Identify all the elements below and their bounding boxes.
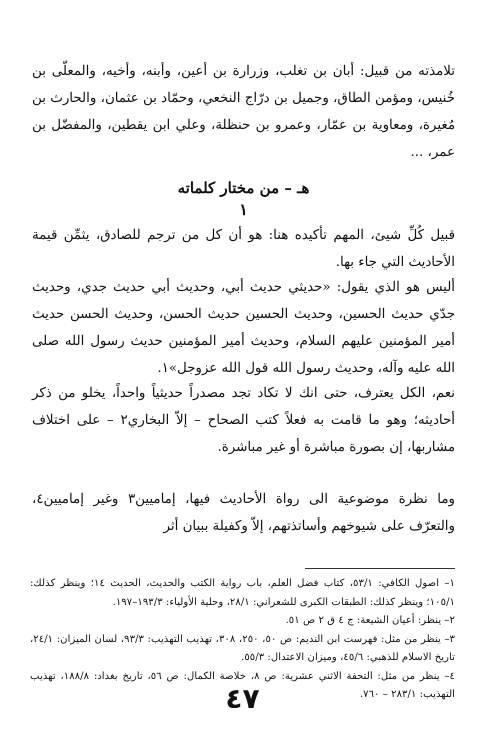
section-heading: هـ – من مختار كلماته	[177, 179, 310, 197]
paragraph-hadith-chain: أليس هو الذي يقول: «حديثي حديث أبي، وحديث أبي حديث جدي، وحديث جدّي حديث الحسين، وحديث الحسين حديث الحسن، وحديث الحسن حديث أمير المؤمنين عليهم السلام، وحديث أمير المؤمنين حديث رسول الله صلى الله عليه وآله، وحديث رسول الله قول الله عزوجل»١.	[32, 280, 455, 376]
footnote-3: ٣– ينظر من مثل: فهرست ابن النديم: ص ٥٠، ٢٥٠، ٣٠٨، تهذيب التهذيب: ٩٣/٣، لسان الميزان: ٢٤/١، تاريخ الاسلام للذهبي: ٤٥/٦، وميزان الاعتدال: ٥٥/٣.	[30, 633, 456, 663]
paragraph-sources: نعم، الكل يعترف، حتى انك لا تكاد تجد مصدراً حديثياً واحداً، يخلو من ذكر أحاديثه؛ وهو ما قامت به فعلاً كتب الصحاح – إلاّ البخاري٢ – على اختلاف مشاربها، إن بصورة مباشرة أو غير مباشرة.	[32, 386, 455, 455]
footnote-1: ١– اصول الكافي: ٥٣/١، كتاب فضل العلم، باب رواية الكتب والحديث، الحديث ١٤؛ وينظر كذلك: ١٠٥/١؛ وينظر كذلك: الطبقات الكبرى للشعراني: ٢٨/١، وحلية الأولياء: ١٩٣/٣–١٩٧.	[30, 578, 456, 608]
footnote-divider	[305, 568, 455, 569]
paragraph-students: تلامذته من قبيل: أبان بن تغلب، وزرارة بن أعين، وأبنه، وأخيه، والمعلّى بن خُنيس، ومؤمن الطاق، وجميل بن درّاج النخعي، وحمّاد بن عثمان، والحارث بن مُغيرة، ومعاوية بن عمّار، وعمرو بن حنظلة، وعلي ابن يقطين، والمفضّل بن عمر، ...	[32, 64, 455, 160]
footnote-2: ٢– ينظر: أعيان الشيعة: ج ٤ ق ٢ ص ٥١.	[285, 615, 455, 626]
footnote-4: ٤– ينظر من مثل: التحفة الاثني عشرية: ص ٨، خلاصة الكمال: ص ٥٦، تاريخ بغداد: ١٨٨/٨، تهذيب التهذيب: ٢٨٣/١ – ٧٦٠.	[30, 670, 456, 700]
paragraph-intro: قبيل كُلِّ شيئ، المهم تأكيده هنا: هو أن كل من ترجم للصادق، يثمِّن قيمة الأحاديث التي جاء بها.	[32, 228, 455, 270]
paragraph-narrators: وما نظرة موضوعية الى رواة الأحاديث فيها، إماميين٣ وغير إماميين٤، والتعرّف على شيوخهم وأساتذتهم، إلاّ وكفيلة ببيان أثر	[32, 492, 455, 534]
section-number: ١	[239, 200, 248, 219]
page-number: ٤٧	[225, 682, 260, 715]
